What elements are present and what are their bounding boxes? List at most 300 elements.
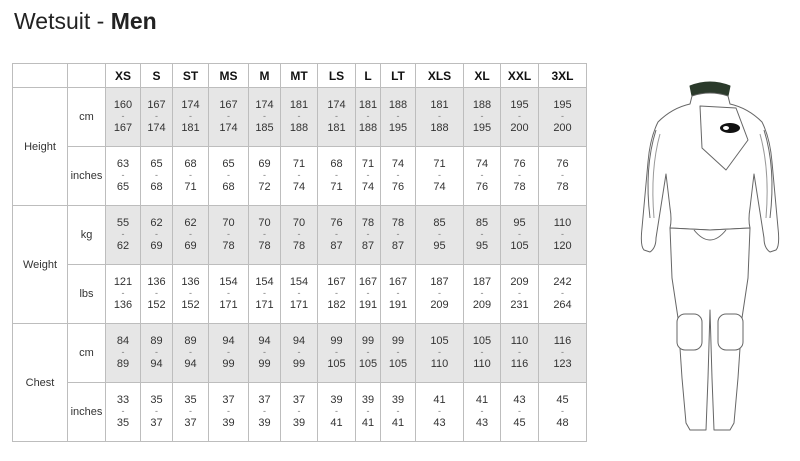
range-separator: - xyxy=(396,229,400,239)
range-min: 174 xyxy=(327,99,346,111)
range-max: 152 xyxy=(181,299,200,311)
range-max: 41 xyxy=(330,417,343,429)
range-separator: - xyxy=(561,406,564,416)
range-min: 71 xyxy=(292,158,306,170)
range-max: 181 xyxy=(181,122,200,134)
value-cell xyxy=(416,88,464,147)
range-min: 33 xyxy=(116,394,130,406)
range-min: 94 xyxy=(292,335,306,347)
range-max: 78 xyxy=(258,240,271,252)
value-cell xyxy=(318,324,356,383)
range-max: 231 xyxy=(510,299,529,311)
range-max: 68 xyxy=(150,181,163,193)
range-max: 95 xyxy=(475,240,489,252)
range-max: 94 xyxy=(150,358,163,370)
range-separator: - xyxy=(396,347,400,357)
range-min: 110 xyxy=(553,217,572,229)
range-separator: - xyxy=(518,406,521,416)
range-separator: - xyxy=(480,288,484,298)
value-cell xyxy=(416,147,464,206)
range-max: 123 xyxy=(553,358,572,370)
range-max: 105 xyxy=(388,358,408,370)
table-row xyxy=(13,383,587,442)
range-max: 200 xyxy=(553,122,572,134)
range-separator: - xyxy=(396,288,400,298)
range-max: 99 xyxy=(222,358,235,370)
range-max: 87 xyxy=(361,240,375,252)
range-separator: - xyxy=(438,229,441,239)
unit-label: cm xyxy=(68,324,106,383)
range-separator: - xyxy=(480,111,484,121)
range-min: 78 xyxy=(361,217,375,229)
value-cell xyxy=(356,265,381,324)
range-separator: - xyxy=(480,229,484,239)
range-min: 99 xyxy=(330,335,343,347)
range-max: 76 xyxy=(475,181,489,193)
range-min: 187 xyxy=(472,276,492,288)
range-separator: - xyxy=(189,288,192,298)
range-min: 136 xyxy=(147,276,166,288)
value-cell xyxy=(281,383,318,442)
range-max: 62 xyxy=(116,240,130,252)
range-separator: - xyxy=(335,347,338,357)
value-cell xyxy=(281,88,318,147)
value-cell xyxy=(356,383,381,442)
table-row xyxy=(13,265,587,324)
size-header-row xyxy=(13,64,587,88)
value-cell xyxy=(173,324,209,383)
range-min: 188 xyxy=(472,99,492,111)
range-separator: - xyxy=(366,111,370,121)
value-cell xyxy=(281,324,318,383)
range-max: 71 xyxy=(330,181,343,193)
value-cell xyxy=(381,88,416,147)
range-max: 89 xyxy=(116,358,130,370)
range-max: 167 xyxy=(113,122,133,134)
value-cell xyxy=(501,265,539,324)
range-separator: - xyxy=(366,406,370,416)
value-cell xyxy=(539,206,587,265)
value-cell xyxy=(464,88,501,147)
value-cell xyxy=(416,206,464,265)
range-max: 105 xyxy=(510,240,529,252)
value-cell xyxy=(141,265,173,324)
size-header-s: S xyxy=(141,64,173,88)
value-cell xyxy=(501,324,539,383)
range-min: 63 xyxy=(116,158,130,170)
value-cell xyxy=(281,147,318,206)
range-max: 99 xyxy=(258,358,271,370)
range-max: 171 xyxy=(219,299,238,311)
value-cell xyxy=(281,265,318,324)
range-min: 181 xyxy=(430,99,449,111)
value-cell xyxy=(106,265,141,324)
range-separator: - xyxy=(121,229,125,239)
range-min: 41 xyxy=(433,394,446,406)
size-header-xxl: XXL xyxy=(501,64,539,88)
range-max: 35 xyxy=(116,417,130,429)
size-header-lt: LT xyxy=(381,64,416,88)
size-header-st: ST xyxy=(173,64,209,88)
range-min: 195 xyxy=(510,99,529,111)
range-min: 105 xyxy=(472,335,492,347)
value-cell xyxy=(141,206,173,265)
range-separator: - xyxy=(227,111,230,121)
range-separator: - xyxy=(297,406,301,416)
range-max: 105 xyxy=(327,358,346,370)
range-max: 74 xyxy=(292,181,306,193)
range-separator: - xyxy=(335,111,338,121)
wetsuit-illustration-icon xyxy=(630,78,790,458)
range-max: 174 xyxy=(147,122,166,134)
range-separator: - xyxy=(155,170,158,180)
range-separator: - xyxy=(297,288,301,298)
size-header-xl: XL xyxy=(464,64,501,88)
range-min: 76 xyxy=(330,217,343,229)
range-separator: - xyxy=(155,347,158,357)
range-max: 74 xyxy=(361,181,375,193)
range-min: 110 xyxy=(510,335,529,347)
range-max: 43 xyxy=(433,417,446,429)
range-min: 160 xyxy=(113,99,133,111)
range-separator: - xyxy=(189,170,192,180)
range-min: 94 xyxy=(222,335,235,347)
range-separator: - xyxy=(335,229,338,239)
range-max: 191 xyxy=(358,299,378,311)
value-cell xyxy=(141,88,173,147)
range-max: 200 xyxy=(510,122,529,134)
value-cell xyxy=(249,147,281,206)
range-max: 152 xyxy=(147,299,166,311)
range-min: 167 xyxy=(358,276,378,288)
value-cell xyxy=(356,206,381,265)
value-cell xyxy=(106,88,141,147)
range-min: 37 xyxy=(222,394,235,406)
range-separator: - xyxy=(366,170,370,180)
range-separator: - xyxy=(561,229,564,239)
range-min: 65 xyxy=(150,158,163,170)
value-cell xyxy=(318,88,356,147)
range-separator: - xyxy=(518,288,521,298)
size-header-xs: XS xyxy=(106,64,141,88)
range-separator: - xyxy=(189,347,192,357)
value-cell xyxy=(501,383,539,442)
range-max: 78 xyxy=(556,181,569,193)
value-cell xyxy=(416,324,464,383)
value-cell xyxy=(539,88,587,147)
range-separator: - xyxy=(561,111,564,121)
range-min: 188 xyxy=(388,99,408,111)
range-min: 37 xyxy=(292,394,306,406)
range-max: 105 xyxy=(358,358,378,370)
range-separator: - xyxy=(438,111,441,121)
range-max: 182 xyxy=(327,299,346,311)
range-min: 68 xyxy=(330,158,343,170)
measure-label-weight: Weight xyxy=(13,206,68,324)
range-max: 78 xyxy=(222,240,235,252)
range-separator: - xyxy=(263,111,266,121)
range-min: 74 xyxy=(475,158,489,170)
title-plain: Wetsuit - xyxy=(14,8,111,34)
range-max: 68 xyxy=(222,181,235,193)
range-separator: - xyxy=(297,229,301,239)
range-min: 121 xyxy=(113,276,133,288)
range-separator: - xyxy=(561,170,564,180)
range-separator: - xyxy=(121,347,125,357)
value-cell xyxy=(464,324,501,383)
range-max: 37 xyxy=(184,417,197,429)
range-separator: - xyxy=(518,229,521,239)
range-min: 35 xyxy=(184,394,197,406)
range-min: 154 xyxy=(219,276,238,288)
range-max: 171 xyxy=(255,299,274,311)
range-max: 74 xyxy=(433,181,446,193)
value-cell xyxy=(381,265,416,324)
value-cell xyxy=(173,88,209,147)
value-cell xyxy=(539,147,587,206)
range-min: 76 xyxy=(556,158,569,170)
range-separator: - xyxy=(263,347,266,357)
value-cell xyxy=(539,324,587,383)
range-max: 185 xyxy=(255,122,274,134)
range-max: 78 xyxy=(292,240,306,252)
range-min: 84 xyxy=(116,335,130,347)
range-min: 41 xyxy=(475,394,489,406)
range-separator: - xyxy=(518,111,521,121)
range-separator: - xyxy=(396,406,400,416)
range-max: 72 xyxy=(258,181,271,193)
range-min: 154 xyxy=(255,276,274,288)
range-min: 167 xyxy=(327,276,346,288)
range-min: 154 xyxy=(289,276,309,288)
range-separator: - xyxy=(189,229,192,239)
value-cell xyxy=(209,324,249,383)
range-max: 41 xyxy=(391,417,405,429)
header-corner-unit xyxy=(68,64,106,88)
range-separator: - xyxy=(263,170,266,180)
value-cell xyxy=(209,206,249,265)
value-cell xyxy=(464,265,501,324)
value-cell xyxy=(106,324,141,383)
value-cell xyxy=(501,88,539,147)
value-cell xyxy=(356,147,381,206)
range-max: 87 xyxy=(391,240,405,252)
range-min: 174 xyxy=(181,99,200,111)
range-max: 69 xyxy=(150,240,163,252)
range-min: 89 xyxy=(150,335,163,347)
range-min: 99 xyxy=(391,335,405,347)
value-cell xyxy=(141,147,173,206)
range-separator: - xyxy=(366,347,370,357)
range-min: 55 xyxy=(116,217,130,229)
range-min: 39 xyxy=(361,394,375,406)
range-min: 187 xyxy=(430,276,449,288)
range-separator: - xyxy=(227,347,230,357)
range-separator: - xyxy=(438,288,441,298)
range-min: 136 xyxy=(181,276,200,288)
range-max: 39 xyxy=(222,417,235,429)
range-min: 105 xyxy=(430,335,449,347)
range-max: 110 xyxy=(473,358,491,370)
range-separator: - xyxy=(227,406,230,416)
range-separator: - xyxy=(155,406,158,416)
range-max: 181 xyxy=(327,122,346,134)
range-separator: - xyxy=(263,288,266,298)
range-min: 167 xyxy=(147,99,166,111)
value-cell xyxy=(318,206,356,265)
range-max: 45 xyxy=(513,417,526,429)
range-min: 43 xyxy=(513,394,526,406)
range-min: 37 xyxy=(258,394,271,406)
range-max: 110 xyxy=(430,358,449,370)
range-separator: - xyxy=(438,170,441,180)
unit-label: inches xyxy=(68,147,106,206)
value-cell xyxy=(106,147,141,206)
range-max: 209 xyxy=(472,299,492,311)
value-cell xyxy=(416,265,464,324)
unit-label: kg xyxy=(68,206,106,265)
range-separator: - xyxy=(155,229,158,239)
value-cell xyxy=(249,324,281,383)
range-max: 41 xyxy=(361,417,375,429)
range-separator: - xyxy=(189,406,192,416)
range-max: 120 xyxy=(553,240,572,252)
value-cell xyxy=(106,383,141,442)
range-min: 167 xyxy=(388,276,408,288)
title-bold: Men xyxy=(110,8,157,34)
value-cell xyxy=(381,383,416,442)
range-max: 95 xyxy=(433,240,446,252)
range-max: 171 xyxy=(289,299,309,311)
value-cell xyxy=(416,383,464,442)
value-cell xyxy=(539,265,587,324)
range-separator: - xyxy=(561,288,564,298)
range-max: 116 xyxy=(510,358,529,370)
value-cell xyxy=(209,383,249,442)
range-separator: - xyxy=(396,170,400,180)
range-min: 62 xyxy=(150,217,163,229)
table-row xyxy=(13,206,587,265)
range-separator: - xyxy=(189,111,192,121)
range-max: 39 xyxy=(292,417,306,429)
range-min: 76 xyxy=(513,158,526,170)
value-cell xyxy=(318,147,356,206)
range-max: 78 xyxy=(513,181,526,193)
range-separator: - xyxy=(480,347,484,357)
size-header-ls: LS xyxy=(318,64,356,88)
range-min: 71 xyxy=(433,158,446,170)
range-min: 174 xyxy=(255,99,274,111)
range-separator: - xyxy=(121,111,125,121)
value-cell xyxy=(249,206,281,265)
table-row xyxy=(13,88,587,147)
range-min: 39 xyxy=(330,394,343,406)
range-max: 188 xyxy=(358,122,378,134)
size-header-3xl: 3XL xyxy=(539,64,587,88)
range-min: 78 xyxy=(391,217,405,229)
value-cell xyxy=(464,383,501,442)
value-cell xyxy=(249,383,281,442)
range-max: 71 xyxy=(184,181,197,193)
range-separator: - xyxy=(335,406,338,416)
range-max: 174 xyxy=(219,122,238,134)
value-cell xyxy=(381,206,416,265)
range-min: 181 xyxy=(289,99,309,111)
value-cell xyxy=(209,88,249,147)
range-min: 181 xyxy=(358,99,378,111)
range-min: 69 xyxy=(258,158,271,170)
value-cell xyxy=(209,265,249,324)
range-min: 195 xyxy=(553,99,572,111)
range-max: 69 xyxy=(184,240,197,252)
size-chart-table xyxy=(12,63,587,442)
range-min: 74 xyxy=(391,158,405,170)
range-separator: - xyxy=(297,111,301,121)
range-max: 195 xyxy=(388,122,408,134)
range-separator: - xyxy=(438,347,441,357)
range-max: 195 xyxy=(472,122,492,134)
value-cell xyxy=(173,206,209,265)
range-separator: - xyxy=(366,229,370,239)
range-separator: - xyxy=(121,170,125,180)
range-max: 191 xyxy=(388,299,408,311)
range-min: 95 xyxy=(513,217,526,229)
range-separator: - xyxy=(396,111,400,121)
value-cell xyxy=(106,206,141,265)
unit-label: lbs xyxy=(68,265,106,324)
range-min: 70 xyxy=(292,217,306,229)
range-min: 39 xyxy=(391,394,405,406)
value-cell xyxy=(464,206,501,265)
value-cell xyxy=(249,88,281,147)
value-cell xyxy=(249,265,281,324)
range-separator: - xyxy=(438,406,441,416)
table-row xyxy=(13,147,587,206)
range-max: 87 xyxy=(330,240,343,252)
range-min: 71 xyxy=(361,158,375,170)
range-separator: - xyxy=(155,111,158,121)
range-min: 85 xyxy=(433,217,446,229)
value-cell xyxy=(501,206,539,265)
range-min: 209 xyxy=(510,276,529,288)
range-max: 48 xyxy=(556,417,569,429)
range-separator: - xyxy=(297,347,301,357)
value-cell xyxy=(356,324,381,383)
range-separator: - xyxy=(335,170,338,180)
range-min: 99 xyxy=(361,335,375,347)
value-cell xyxy=(356,88,381,147)
value-cell xyxy=(501,147,539,206)
range-max: 94 xyxy=(184,358,197,370)
range-separator: - xyxy=(480,170,484,180)
range-separator: - xyxy=(227,229,230,239)
size-header-l: L xyxy=(356,64,381,88)
range-max: 188 xyxy=(430,122,449,134)
page-title xyxy=(14,8,157,35)
range-min: 167 xyxy=(219,99,238,111)
size-header-xls: XLS xyxy=(416,64,464,88)
range-max: 188 xyxy=(289,122,309,134)
range-min: 70 xyxy=(258,217,271,229)
range-max: 209 xyxy=(430,299,449,311)
range-separator: - xyxy=(227,170,230,180)
range-max: 76 xyxy=(391,181,405,193)
size-header-m: M xyxy=(249,64,281,88)
range-separator: - xyxy=(263,406,266,416)
range-separator: - xyxy=(561,347,564,357)
table-row xyxy=(13,324,587,383)
size-header-mt: MT xyxy=(281,64,318,88)
